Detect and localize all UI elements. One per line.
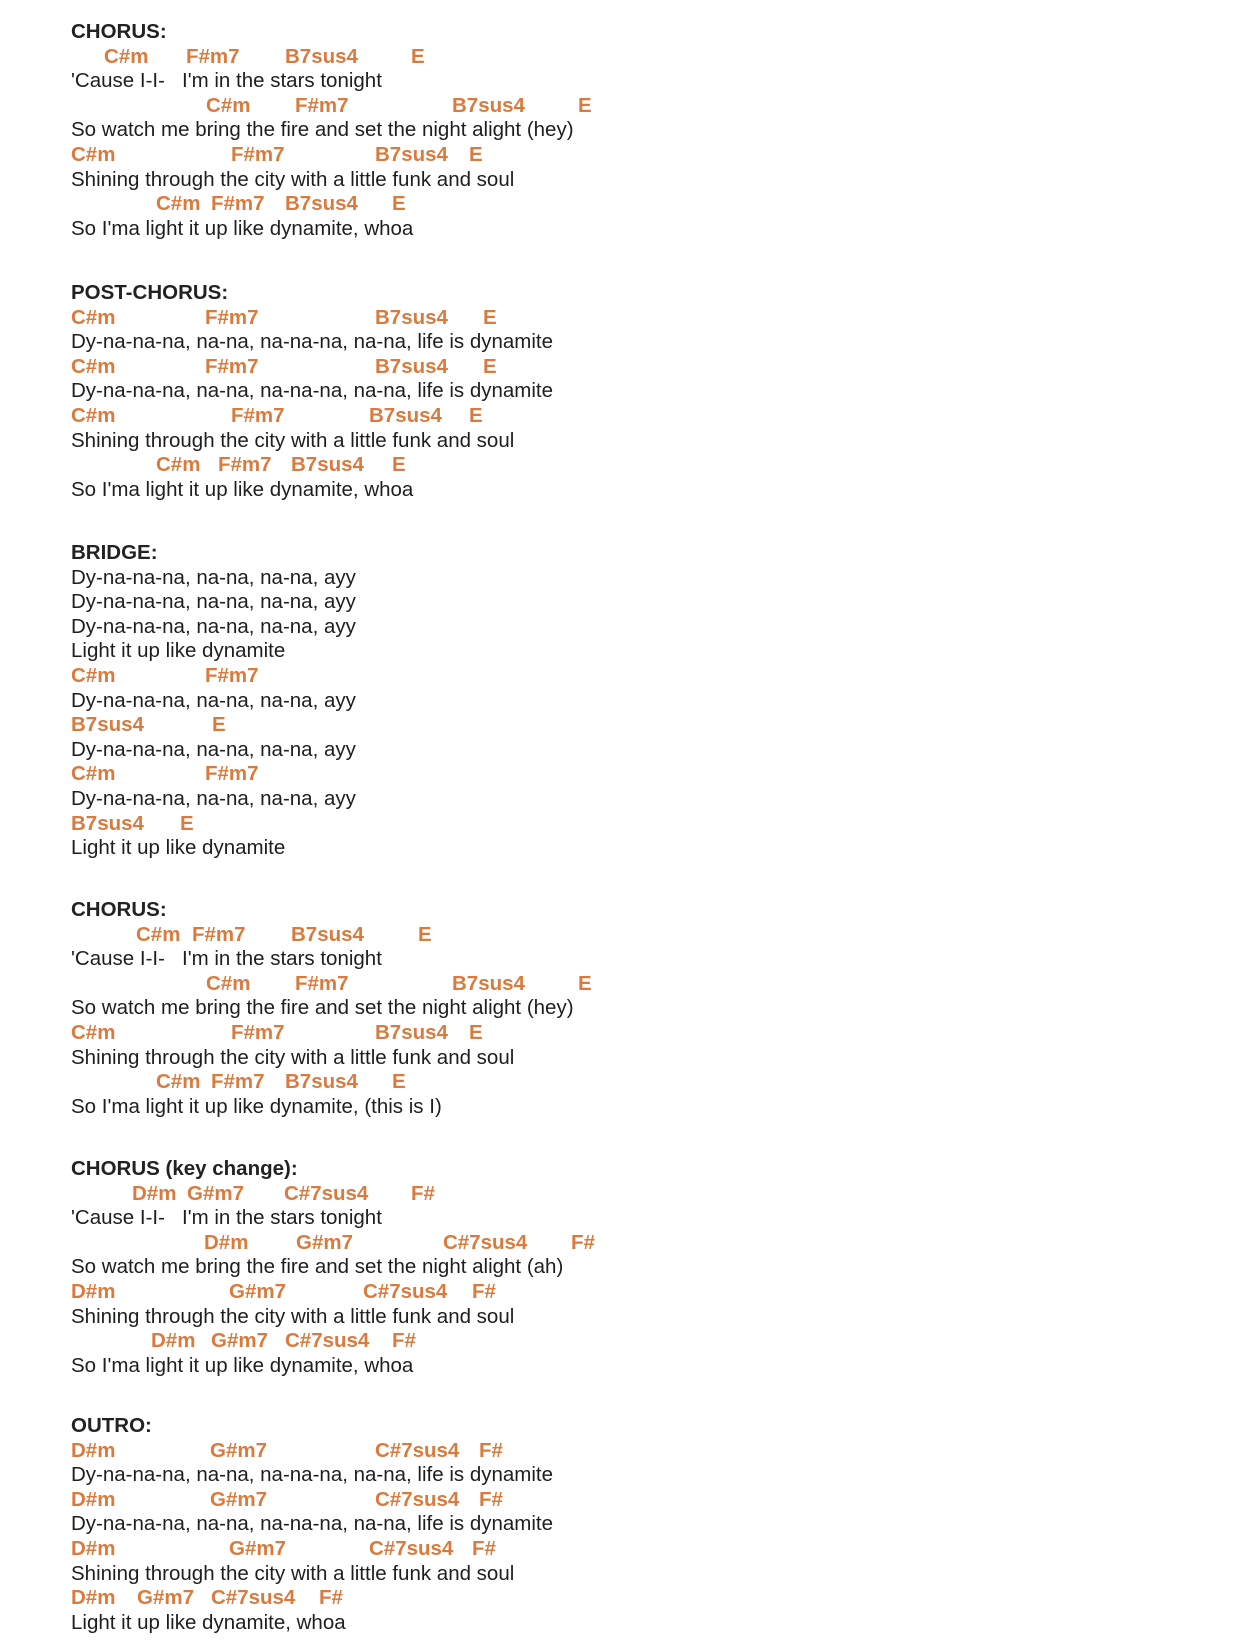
chord: F#m7 <box>211 1070 265 1094</box>
chord-row <box>0 1439 1233 1463</box>
chord: G#m7 <box>187 1181 244 1205</box>
chord: B7sus4 <box>375 143 448 166</box>
chord: E <box>411 44 425 68</box>
lyric-line: Dy-na-na-na, na-na, na-na, ayy <box>71 590 356 614</box>
lyric-line: Light it up like dynamite <box>71 836 286 860</box>
chord-row <box>0 306 1233 330</box>
section-heading: CHORUS: <box>71 20 167 43</box>
lyric-line: Dy-na-na-na, na-na, na-na, ayy <box>71 614 356 638</box>
chord: C#m <box>71 664 116 687</box>
chord-row <box>0 1070 1233 1094</box>
chord-row <box>0 812 1233 836</box>
chord: F#m7 <box>205 305 259 329</box>
chord: C#m <box>71 404 116 427</box>
chord-row <box>0 192 1233 216</box>
chord: B7sus4 <box>291 922 364 946</box>
chord: G#m7 <box>296 1230 353 1254</box>
chord: C#m <box>71 762 116 786</box>
chord: B7sus4 <box>369 404 442 427</box>
chord: F#m7 <box>205 354 259 378</box>
chord: E <box>578 971 592 995</box>
chord: D#m <box>71 1487 116 1511</box>
lyric-line: Dy-na-na-na, na-na, na-na-na, na-na, life is dynamite <box>71 1463 554 1487</box>
chord: C#7sus4 <box>375 1487 460 1511</box>
chord-row <box>0 664 1233 688</box>
chord: F#m7 <box>295 93 349 117</box>
chord-row <box>0 1021 1233 1045</box>
chord-row <box>0 1488 1233 1512</box>
lyric-line: Light it up like dynamite, whoa <box>71 1610 346 1634</box>
chord-row <box>0 1231 1233 1255</box>
chord-row <box>0 972 1233 996</box>
chord: C#m <box>71 354 116 378</box>
chord: B7sus4 <box>452 93 525 117</box>
lyric-line: Dy-na-na-na, na-na, na-na-na, na-na, life is dynamite <box>71 1512 554 1536</box>
chord: F# <box>411 1181 435 1205</box>
chord: D#m <box>71 1280 116 1303</box>
chord: E <box>578 93 592 117</box>
chord-row <box>0 923 1233 947</box>
chord-row <box>0 355 1233 379</box>
lyric-line: 'Cause I-I- I'm in the stars tonight <box>71 1206 382 1230</box>
section-heading: CHORUS: <box>71 898 167 921</box>
lyric-line: Light it up like dynamite <box>71 639 286 663</box>
lyric-line: So watch me bring the fire and set the night alight (hey) <box>71 118 574 142</box>
chord-row <box>0 1280 1233 1304</box>
chord: B7sus4 <box>285 1070 358 1094</box>
chord: B7sus4 <box>285 44 358 68</box>
chord: C#m <box>71 1021 116 1044</box>
chord: B7sus4 <box>285 192 358 216</box>
lyric-line: So watch me bring the fire and set the night alight (ah) <box>71 1255 564 1279</box>
chord-row <box>0 713 1233 737</box>
chord: E <box>418 922 432 946</box>
chord: C#m <box>206 93 251 117</box>
chord: E <box>483 305 497 329</box>
chord: F#m7 <box>231 404 285 427</box>
chord: D#m <box>151 1329 196 1353</box>
chord: E <box>469 143 483 166</box>
chord: F#m7 <box>218 453 272 477</box>
chord: C#7sus4 <box>443 1230 528 1254</box>
chord: C#7sus4 <box>284 1181 369 1205</box>
chord-row <box>0 1537 1233 1561</box>
chord: F#m7 <box>211 192 265 216</box>
chord: B7sus4 <box>375 305 448 329</box>
lyric-line: Dy-na-na-na, na-na, na-na, ayy <box>71 737 356 761</box>
chord: F# <box>472 1537 496 1560</box>
chord: F# <box>479 1438 503 1462</box>
chord-row <box>0 94 1233 118</box>
chord: E <box>469 1021 483 1044</box>
chord: B7sus4 <box>375 354 448 378</box>
lyric-line: So watch me bring the fire and set the night alight (hey) <box>71 996 574 1020</box>
lyric-line: Shining through the city with a little funk and soul <box>71 1561 515 1585</box>
section-heading: OUTRO: <box>71 1414 152 1437</box>
chord: E <box>469 404 483 427</box>
chord: C#m <box>136 922 181 946</box>
lyric-line: So I'ma light it up like dynamite, whoa <box>71 216 414 240</box>
chord: C#7sus4 <box>363 1280 448 1303</box>
lyric-line: So I'ma light it up like dynamite, whoa <box>71 1353 414 1377</box>
chord: F# <box>571 1230 595 1254</box>
chord: B7sus4 <box>291 453 364 477</box>
chord-row <box>0 404 1233 428</box>
chord-row <box>0 762 1233 786</box>
chord: G#m7 <box>229 1537 286 1560</box>
chord: C#m <box>156 1070 201 1094</box>
chord: G#m7 <box>137 1586 194 1610</box>
lyric-line: 'Cause I-I- I'm in the stars tonight <box>71 947 382 971</box>
section-heading: CHORUS (key change): <box>71 1157 298 1180</box>
lyric-line: Dy-na-na-na, na-na, na-na, ayy <box>71 688 356 712</box>
chord: B7sus4 <box>452 971 525 995</box>
chord: C#m <box>71 143 116 166</box>
chord: B7sus4 <box>71 811 144 835</box>
chord: F# <box>479 1487 503 1511</box>
chord: F# <box>319 1586 343 1610</box>
chord: F#m7 <box>295 971 349 995</box>
chord: D#m <box>71 1537 116 1560</box>
chord-row <box>0 45 1233 69</box>
chord: E <box>392 1070 406 1094</box>
chord: B7sus4 <box>71 713 144 737</box>
chord: C#m <box>104 44 149 68</box>
chord: F#m7 <box>192 922 246 946</box>
chord: C#m <box>156 192 201 216</box>
chord-row <box>0 453 1233 477</box>
lyric-line: So I'ma light it up like dynamite, (this is I) <box>71 1094 442 1118</box>
chord: C#m <box>156 453 201 477</box>
chord: D#m <box>204 1230 249 1254</box>
lyric-line: Shining through the city with a little funk and soul <box>71 428 515 452</box>
chord: F# <box>392 1329 416 1353</box>
chord: F#m7 <box>231 1021 285 1044</box>
section-heading: POST-CHORUS: <box>71 281 229 304</box>
chord-row <box>0 1586 1233 1610</box>
chord: C#7sus4 <box>369 1537 454 1560</box>
chord: C#7sus4 <box>211 1586 296 1610</box>
chord-row <box>0 1329 1233 1353</box>
chord: C#m <box>206 971 251 995</box>
lyric-line: Shining through the city with a little funk and soul <box>71 1304 515 1328</box>
chord: D#m <box>132 1181 177 1205</box>
lyric-line: So I'ma light it up like dynamite, whoa <box>71 477 414 501</box>
chord: E <box>180 811 194 835</box>
chord: F#m7 <box>205 762 259 786</box>
chord: G#m7 <box>211 1329 268 1353</box>
lyric-line: Dy-na-na-na, na-na, na-na-na, na-na, life is dynamite <box>71 379 554 403</box>
chord: E <box>212 713 226 737</box>
chord: G#m7 <box>210 1438 267 1462</box>
chord: D#m <box>71 1438 116 1462</box>
chord-row <box>0 143 1233 167</box>
lyric-line: Dy-na-na-na, na-na, na-na-na, na-na, life is dynamite <box>71 330 554 354</box>
chord: E <box>483 354 497 378</box>
chord: G#m7 <box>210 1487 267 1511</box>
chord: F#m7 <box>186 44 240 68</box>
lyric-line: Dy-na-na-na, na-na, na-na, ayy <box>71 787 356 810</box>
chord: B7sus4 <box>375 1021 448 1044</box>
lyric-line: Shining through the city with a little funk and soul <box>71 167 515 191</box>
chord: G#m7 <box>229 1280 286 1303</box>
chord: C#7sus4 <box>285 1329 370 1353</box>
section-heading: BRIDGE: <box>71 541 158 564</box>
chord: C#m <box>71 305 116 329</box>
lyric-line: Shining through the city with a little funk and soul <box>71 1045 515 1069</box>
lyric-line: 'Cause I-I- I'm in the stars tonight <box>71 69 382 93</box>
chord: E <box>392 192 406 216</box>
chord: E <box>392 453 406 477</box>
chord-row <box>0 1182 1233 1206</box>
chord: F# <box>472 1280 496 1303</box>
chord: C#7sus4 <box>375 1438 460 1462</box>
chord: D#m <box>71 1586 116 1610</box>
chord: F#m7 <box>205 664 259 687</box>
lyric-line: Dy-na-na-na, na-na, na-na, ayy <box>71 565 356 589</box>
chord: F#m7 <box>231 143 285 166</box>
